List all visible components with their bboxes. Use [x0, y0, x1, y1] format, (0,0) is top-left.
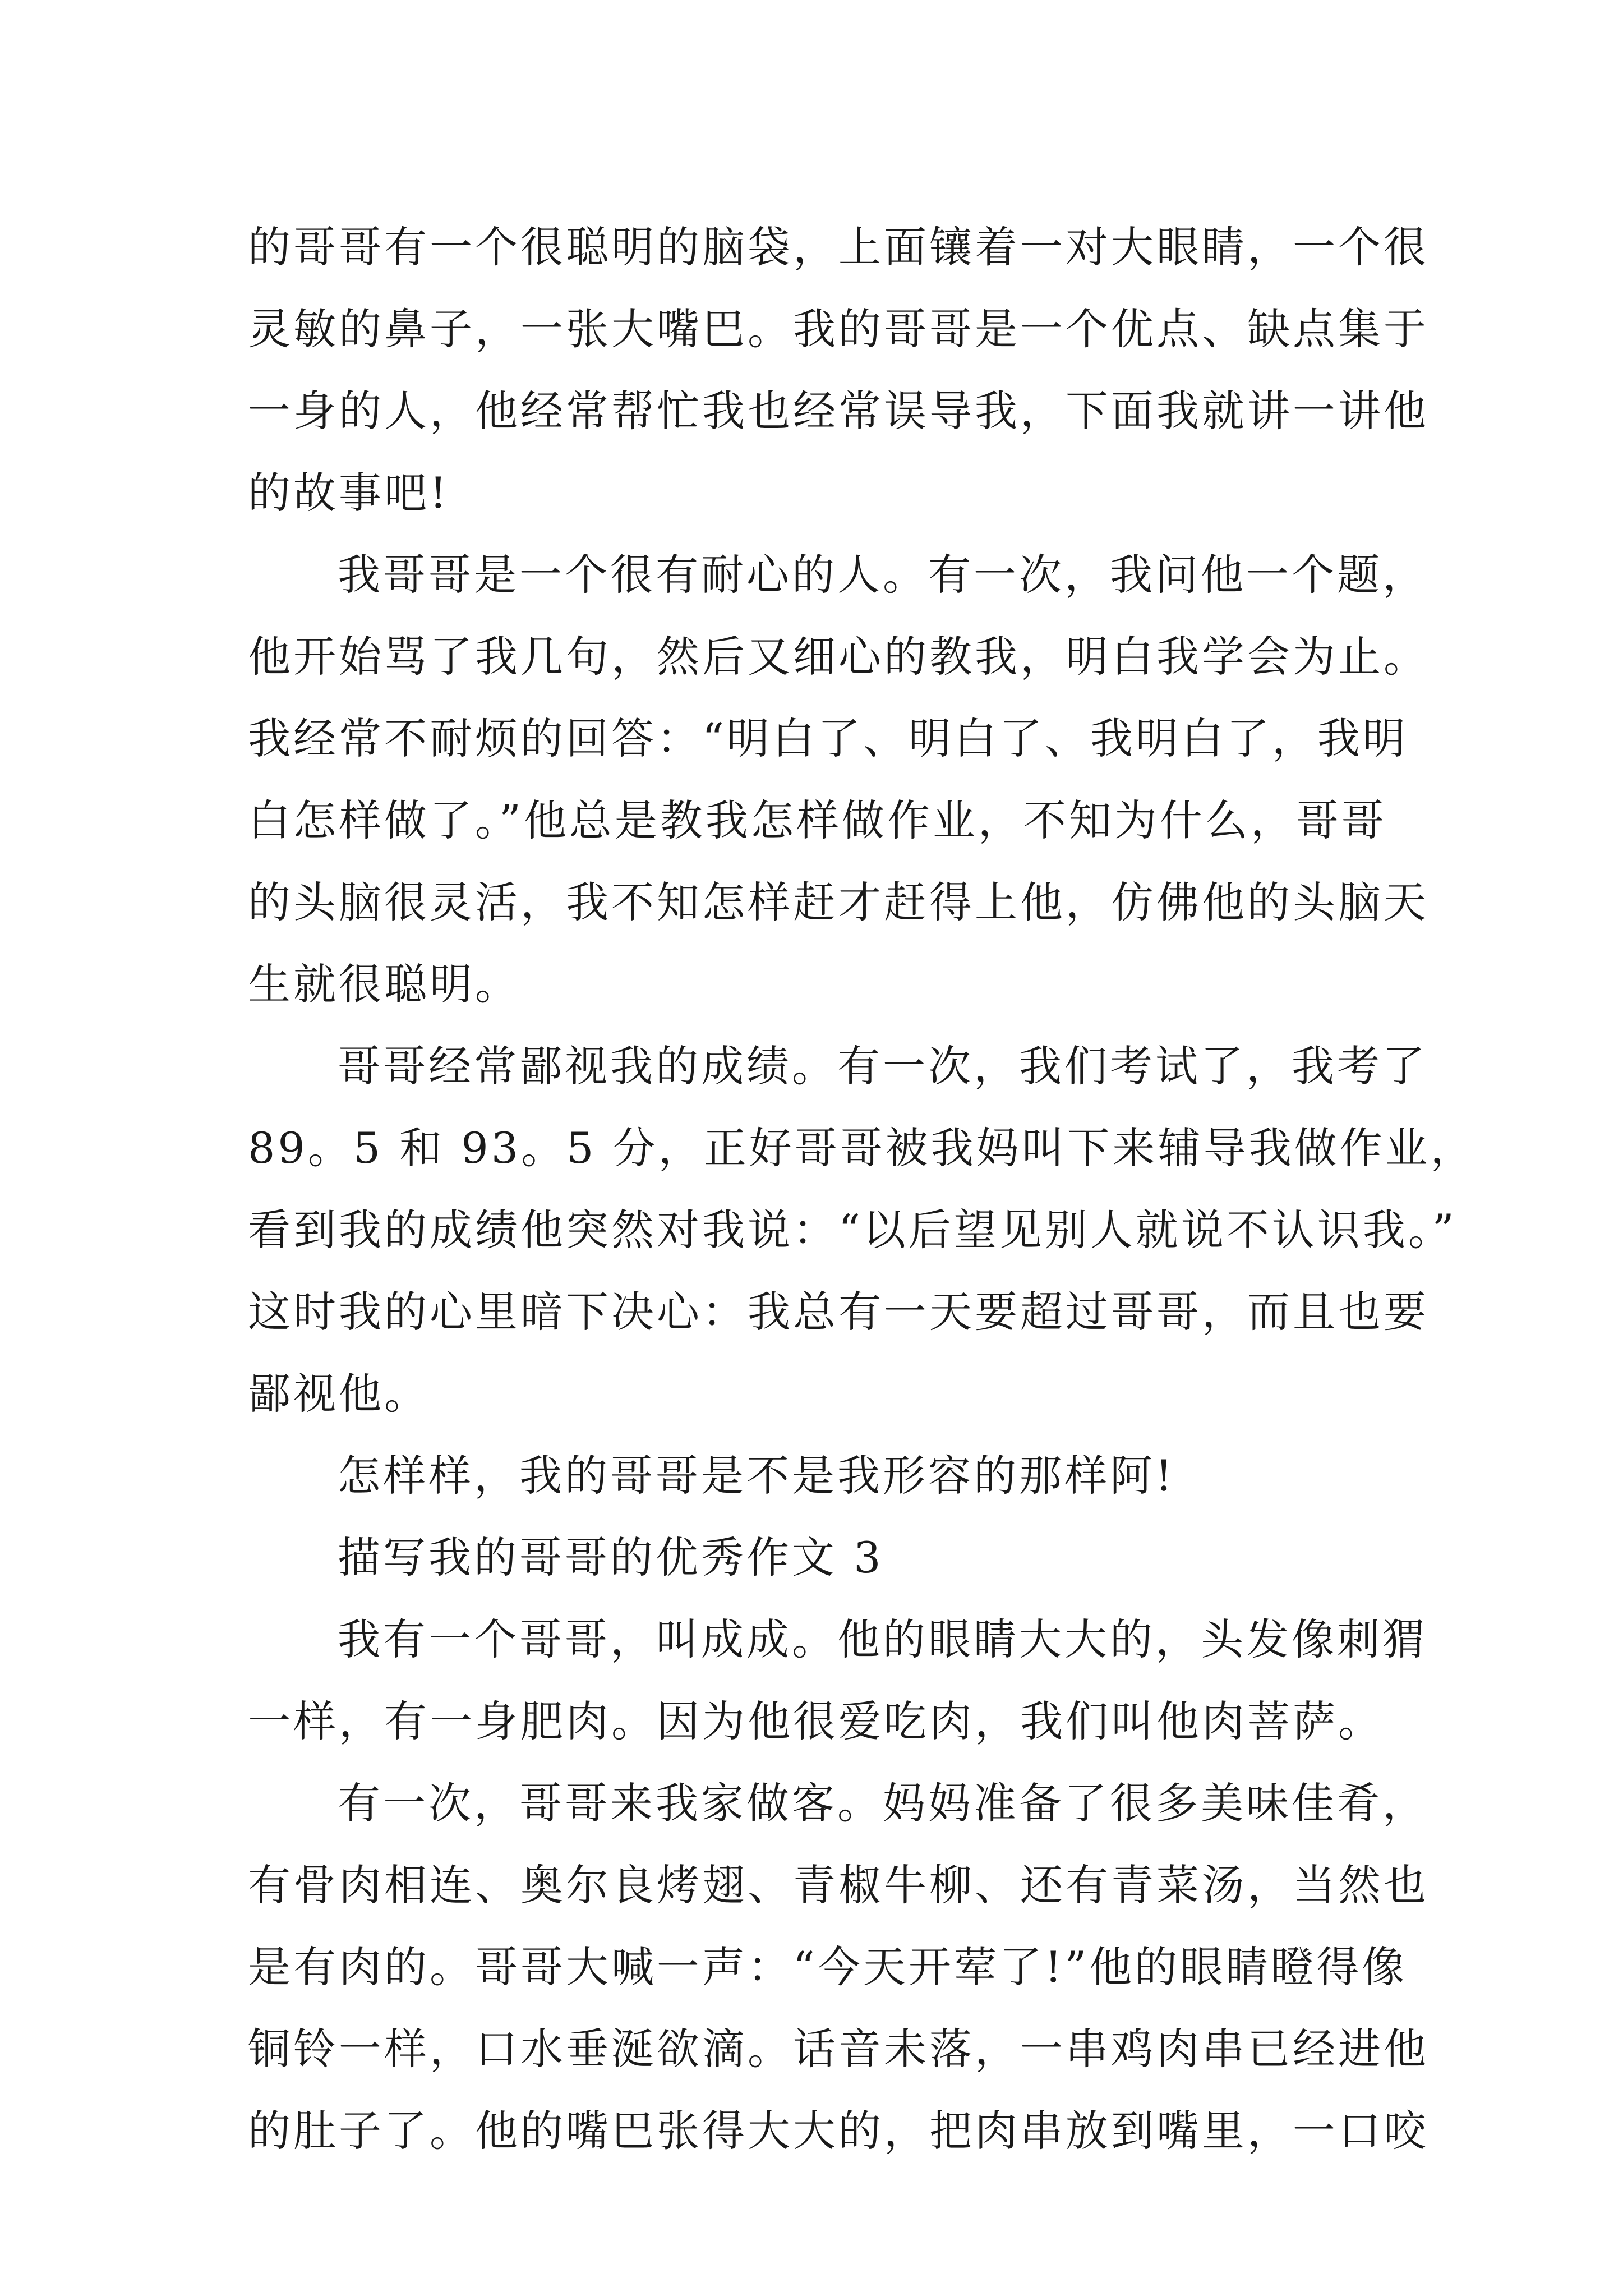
text-line: 哥哥经常鄙视我的成绩。有一次，我们考试了，我考了	[338, 1041, 1428, 1091]
text-line: 我有一个哥哥，叫成成。他的眼睛大大的，头发像刺猬	[338, 1614, 1428, 1664]
text-line: 我哥哥是一个很有耐心的人。有一次，我问他一个题，	[338, 550, 1428, 600]
text-line: 的肚子了。他的嘴巴张得大大的，把肉串放到嘴里，一口咬	[248, 2106, 1429, 2156]
text-line: 看到我的成绩他突然对我说：“以后望见别人就说不认识我。”	[248, 1205, 1457, 1255]
text-line: 这时我的心里暗下决心：我总有一天要超过哥哥，而且也要	[248, 1287, 1429, 1337]
text-line: 的故事吧!	[248, 468, 450, 518]
text-line: 生就很聪明。	[248, 959, 520, 1009]
text-line: 的头脑很灵活，我不知怎样赶才赶得上他，仿佛他的头脑天	[248, 877, 1429, 927]
text-line: 白怎样做了。”他总是教我怎样做作业，不知为什么，哥哥	[248, 795, 1387, 845]
essay-body	[248, 206, 1476, 2172]
text-line: 的哥哥有一个很聪明的脑袋，上面镶着一对大眼睛，一个很	[248, 222, 1429, 272]
text-line: 一身的人，他经常帮忙我也经常误导我，下面我就讲一讲他	[248, 386, 1429, 436]
text-line: 有骨肉相连、奥尔良烤翅、青椒牛柳、还有青菜汤，当然也	[248, 1860, 1429, 1910]
text-line: 89。5 和 93。5 分，正好哥哥被我妈叫下来辅导我做作业，	[248, 1123, 1476, 1173]
section-heading: 描写我的哥哥的优秀作文 3	[338, 1533, 884, 1582]
text-line: 灵敏的鼻子，一张大嘴巴。我的哥哥是一个优点、缺点集于	[248, 304, 1429, 354]
text-line: 是有肉的。哥哥大喊一声：“今天开荤了!”他的眼睛瞪得像	[248, 1942, 1408, 1992]
text-line: 鄙视他。	[248, 1369, 430, 1419]
text-line: 我经常不耐烦的回答：“明白了、明白了、我明白了，我明	[248, 714, 1408, 763]
text-line: 怎样样，我的哥哥是不是我形容的那样阿!	[338, 1451, 1175, 1501]
text-line: 一样，有一身肥肉。因为他很爱吃肉，我们叫他肉菩萨。	[248, 1696, 1384, 1746]
text-line: 他开始骂了我几句，然后又细心的教我，明白我学会为止。	[248, 632, 1429, 682]
text-line: 铜铃一样，口水垂涎欲滴。话音未落，一串鸡肉串已经进他	[248, 2024, 1429, 2074]
text-line: 有一次，哥哥来我家做客。妈妈准备了很多美味佳肴，	[338, 1778, 1428, 1828]
